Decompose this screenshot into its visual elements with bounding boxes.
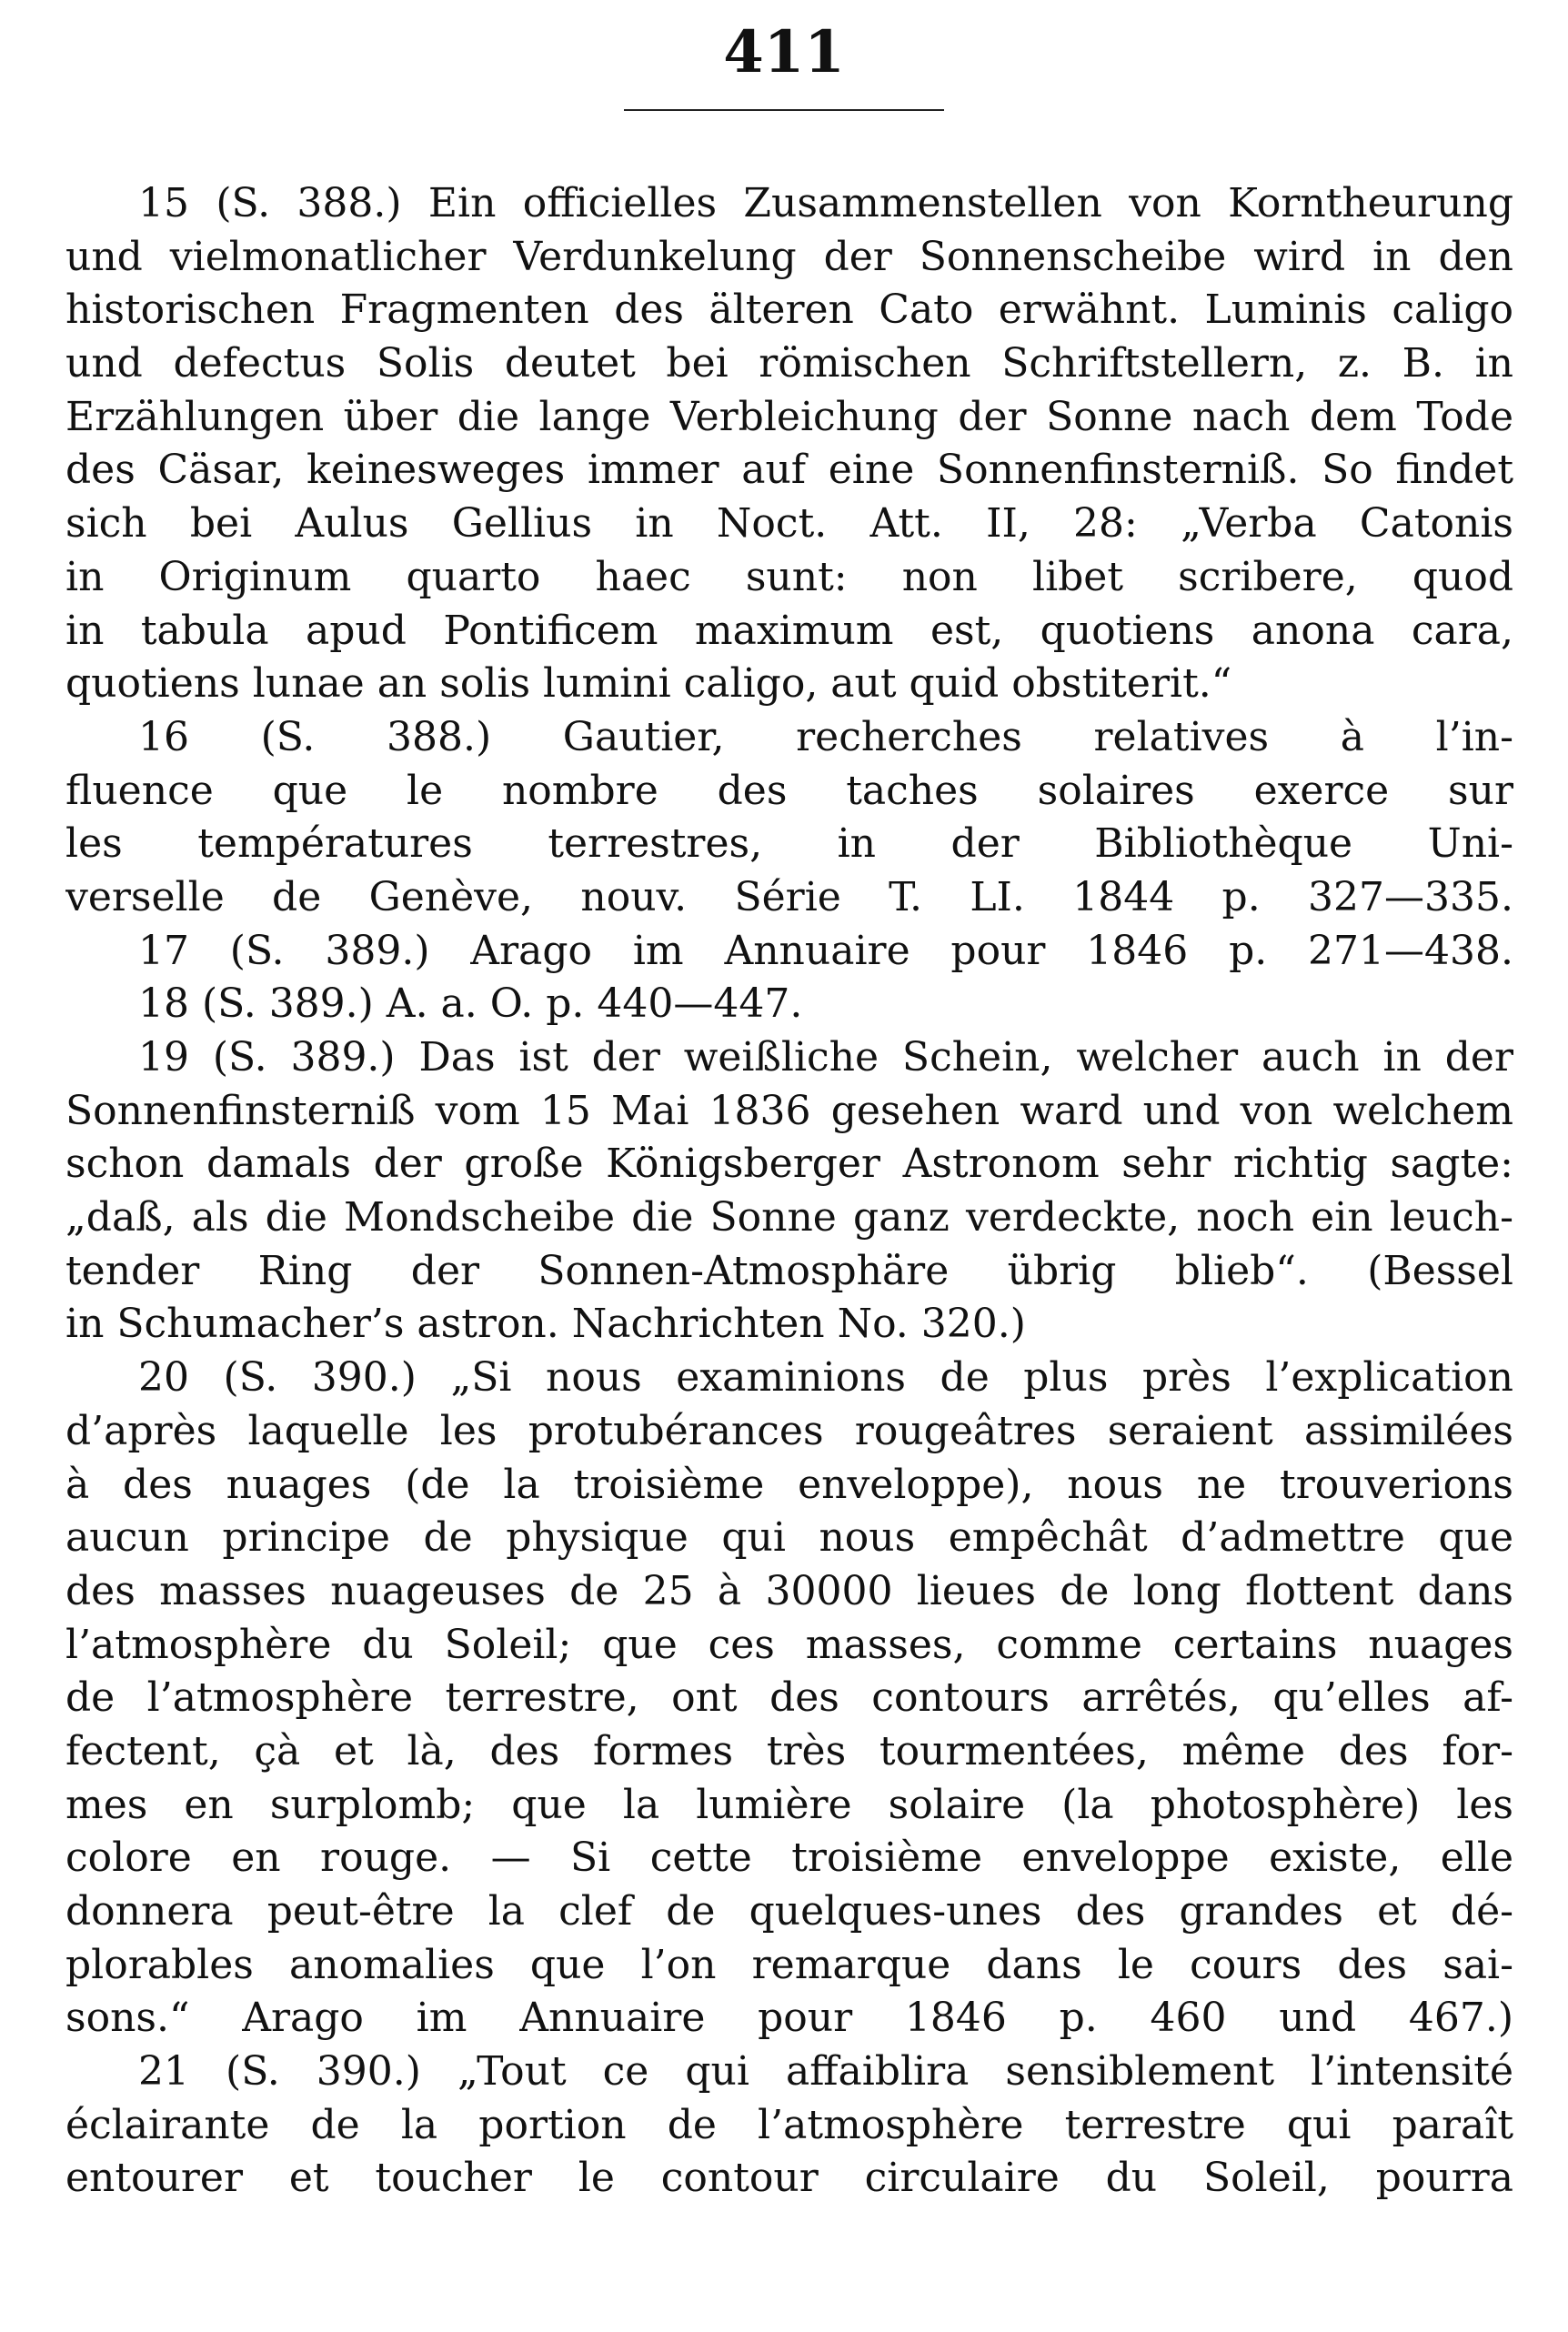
note-20-line-2: d’après laquelle les protubérances rougeâtres seraient assimilées bbox=[65, 1407, 1513, 1454]
note-15-line-5: Erzählungen über die lange Verbleichung der Sonne nach dem Tode bbox=[65, 393, 1513, 440]
note-15-line-2: und vielmonatlicher Verdunkelung der Sonnenscheibe wird in den bbox=[65, 233, 1513, 280]
note-16-line-2: fluence que le nombre des taches solaires exerce sur bbox=[65, 767, 1513, 814]
note-15-line-7: sich bei Aulus Gellius in Noct. Att. II, 28: „Verba Catonis bbox=[65, 500, 1513, 548]
note-21-line-3: entourer et toucher le contour circulaire du Soleil, pourra bbox=[65, 2155, 1513, 2202]
note-15-line-10: quotiens lunae an solis lumini caligo, aut quid obstiterit.“ bbox=[65, 660, 1232, 708]
header-rule bbox=[624, 109, 944, 111]
page-number: 411 bbox=[723, 18, 845, 86]
note-15-line-9: in tabula apud Pontificem maximum est, quotiens anona cara, bbox=[65, 607, 1513, 654]
note-17-line-1: 17 (S. 389.) Arago im Annuaire pour 1846 p. 271—438. bbox=[138, 927, 1513, 974]
note-20-line-6: l’atmosphère du Soleil; que ces masses, comme certains nuages bbox=[65, 1621, 1513, 1668]
note-19-line-3: schon damals der große Königsberger Astronom sehr richtig sagte: bbox=[65, 1141, 1513, 1188]
note-15-line-4: und defectus Solis deutet bei römischen Schriftstellern, z. B. in bbox=[65, 340, 1513, 387]
note-19-line-5: tender Ring der Sonnen-Atmosphäre übrig blieb“. (Bessel bbox=[65, 1247, 1513, 1294]
note-20-line-11: donnera peut-être la clef de quelques-unes des grandes et dé- bbox=[65, 1888, 1513, 1935]
note-15-line-1: 15 (S. 388.) Ein officielles Zusammenstellen von Korntheurung bbox=[138, 180, 1513, 226]
note-16-line-3: les températures terrestres, in der Bibliothèque Uni- bbox=[65, 820, 1513, 868]
note-19-line-6: in Schumacher’s astron. Nachrichten No. 320.) bbox=[65, 1301, 1026, 1348]
note-15-line-6: des Cäsar, keinesweges immer auf eine Sonnenfinsterniß. So findet bbox=[65, 447, 1513, 494]
note-20-line-9: mes en surplomb; que la lumière solaire (la photosphère) les bbox=[65, 1781, 1513, 1828]
note-20-line-4: aucun principe de physique qui nous empêchât d’admettre que bbox=[65, 1514, 1513, 1562]
note-21-line-1: 21 (S. 390.) „Tout ce qui affaiblira sensiblement l’intensité bbox=[138, 2048, 1513, 2096]
note-19-line-2: Sonnenfinsterniß vom 15 Mai 1836 gesehen ward und von welchem bbox=[65, 1087, 1513, 1134]
footnotes-body bbox=[65, 177, 1513, 2206]
note-20-line-8: fectent, çà et là, des formes très tourmentées, même des for- bbox=[65, 1727, 1513, 1774]
note-16-line-4: verselle de Genève, nouv. Série T. LI. 1844 p. 327—335. bbox=[65, 873, 1513, 920]
note-20-line-1: 20 (S. 390.) „Si nous examinions de plus près l’explication bbox=[138, 1354, 1513, 1402]
note-20-line-5: des masses nuageuses de 25 à 30000 lieues de long flottent dans bbox=[65, 1567, 1513, 1614]
note-15-line-8: in Originum quarto haec sunt: non libet scribere, quod bbox=[65, 553, 1513, 600]
note-16-line-1: 16 (S. 388.) Gautier, recherches relatives à l’in- bbox=[138, 713, 1513, 760]
note-21-line-2: éclairante de la portion de l’atmosphère terrestre qui paraît bbox=[65, 2101, 1513, 2148]
note-18-line-1: 18 (S. 389.) A. a. O. p. 440—447. bbox=[138, 980, 803, 1028]
note-20-line-3: à des nuages (de la troisième enveloppe), nous ne trouverions bbox=[65, 1461, 1513, 1508]
note-15-line-3: historischen Fragmenten des älteren Cato erwähnt. Luminis caligo bbox=[65, 286, 1513, 334]
note-20-line-10: colore en rouge. — Si cette troisième enveloppe existe, elle bbox=[65, 1834, 1513, 1882]
note-20-line-13: sons.“ Arago im Annuaire pour 1846 p. 460 und 467.) bbox=[65, 1995, 1513, 2042]
note-19-line-4: „daß, als die Mondscheibe die Sonne ganz verdeckte, noch ein leuch- bbox=[65, 1194, 1513, 1241]
note-20-line-7: de l’atmosphère terrestre, ont des contours arrêtés, qu’elles af- bbox=[65, 1674, 1513, 1722]
note-19-line-1: 19 (S. 389.) Das ist der weißliche Schein, welcher auch in der bbox=[138, 1034, 1513, 1081]
note-20-line-12: plorables anomalies que l’on remarque dans le cours des sai- bbox=[65, 1941, 1513, 1988]
